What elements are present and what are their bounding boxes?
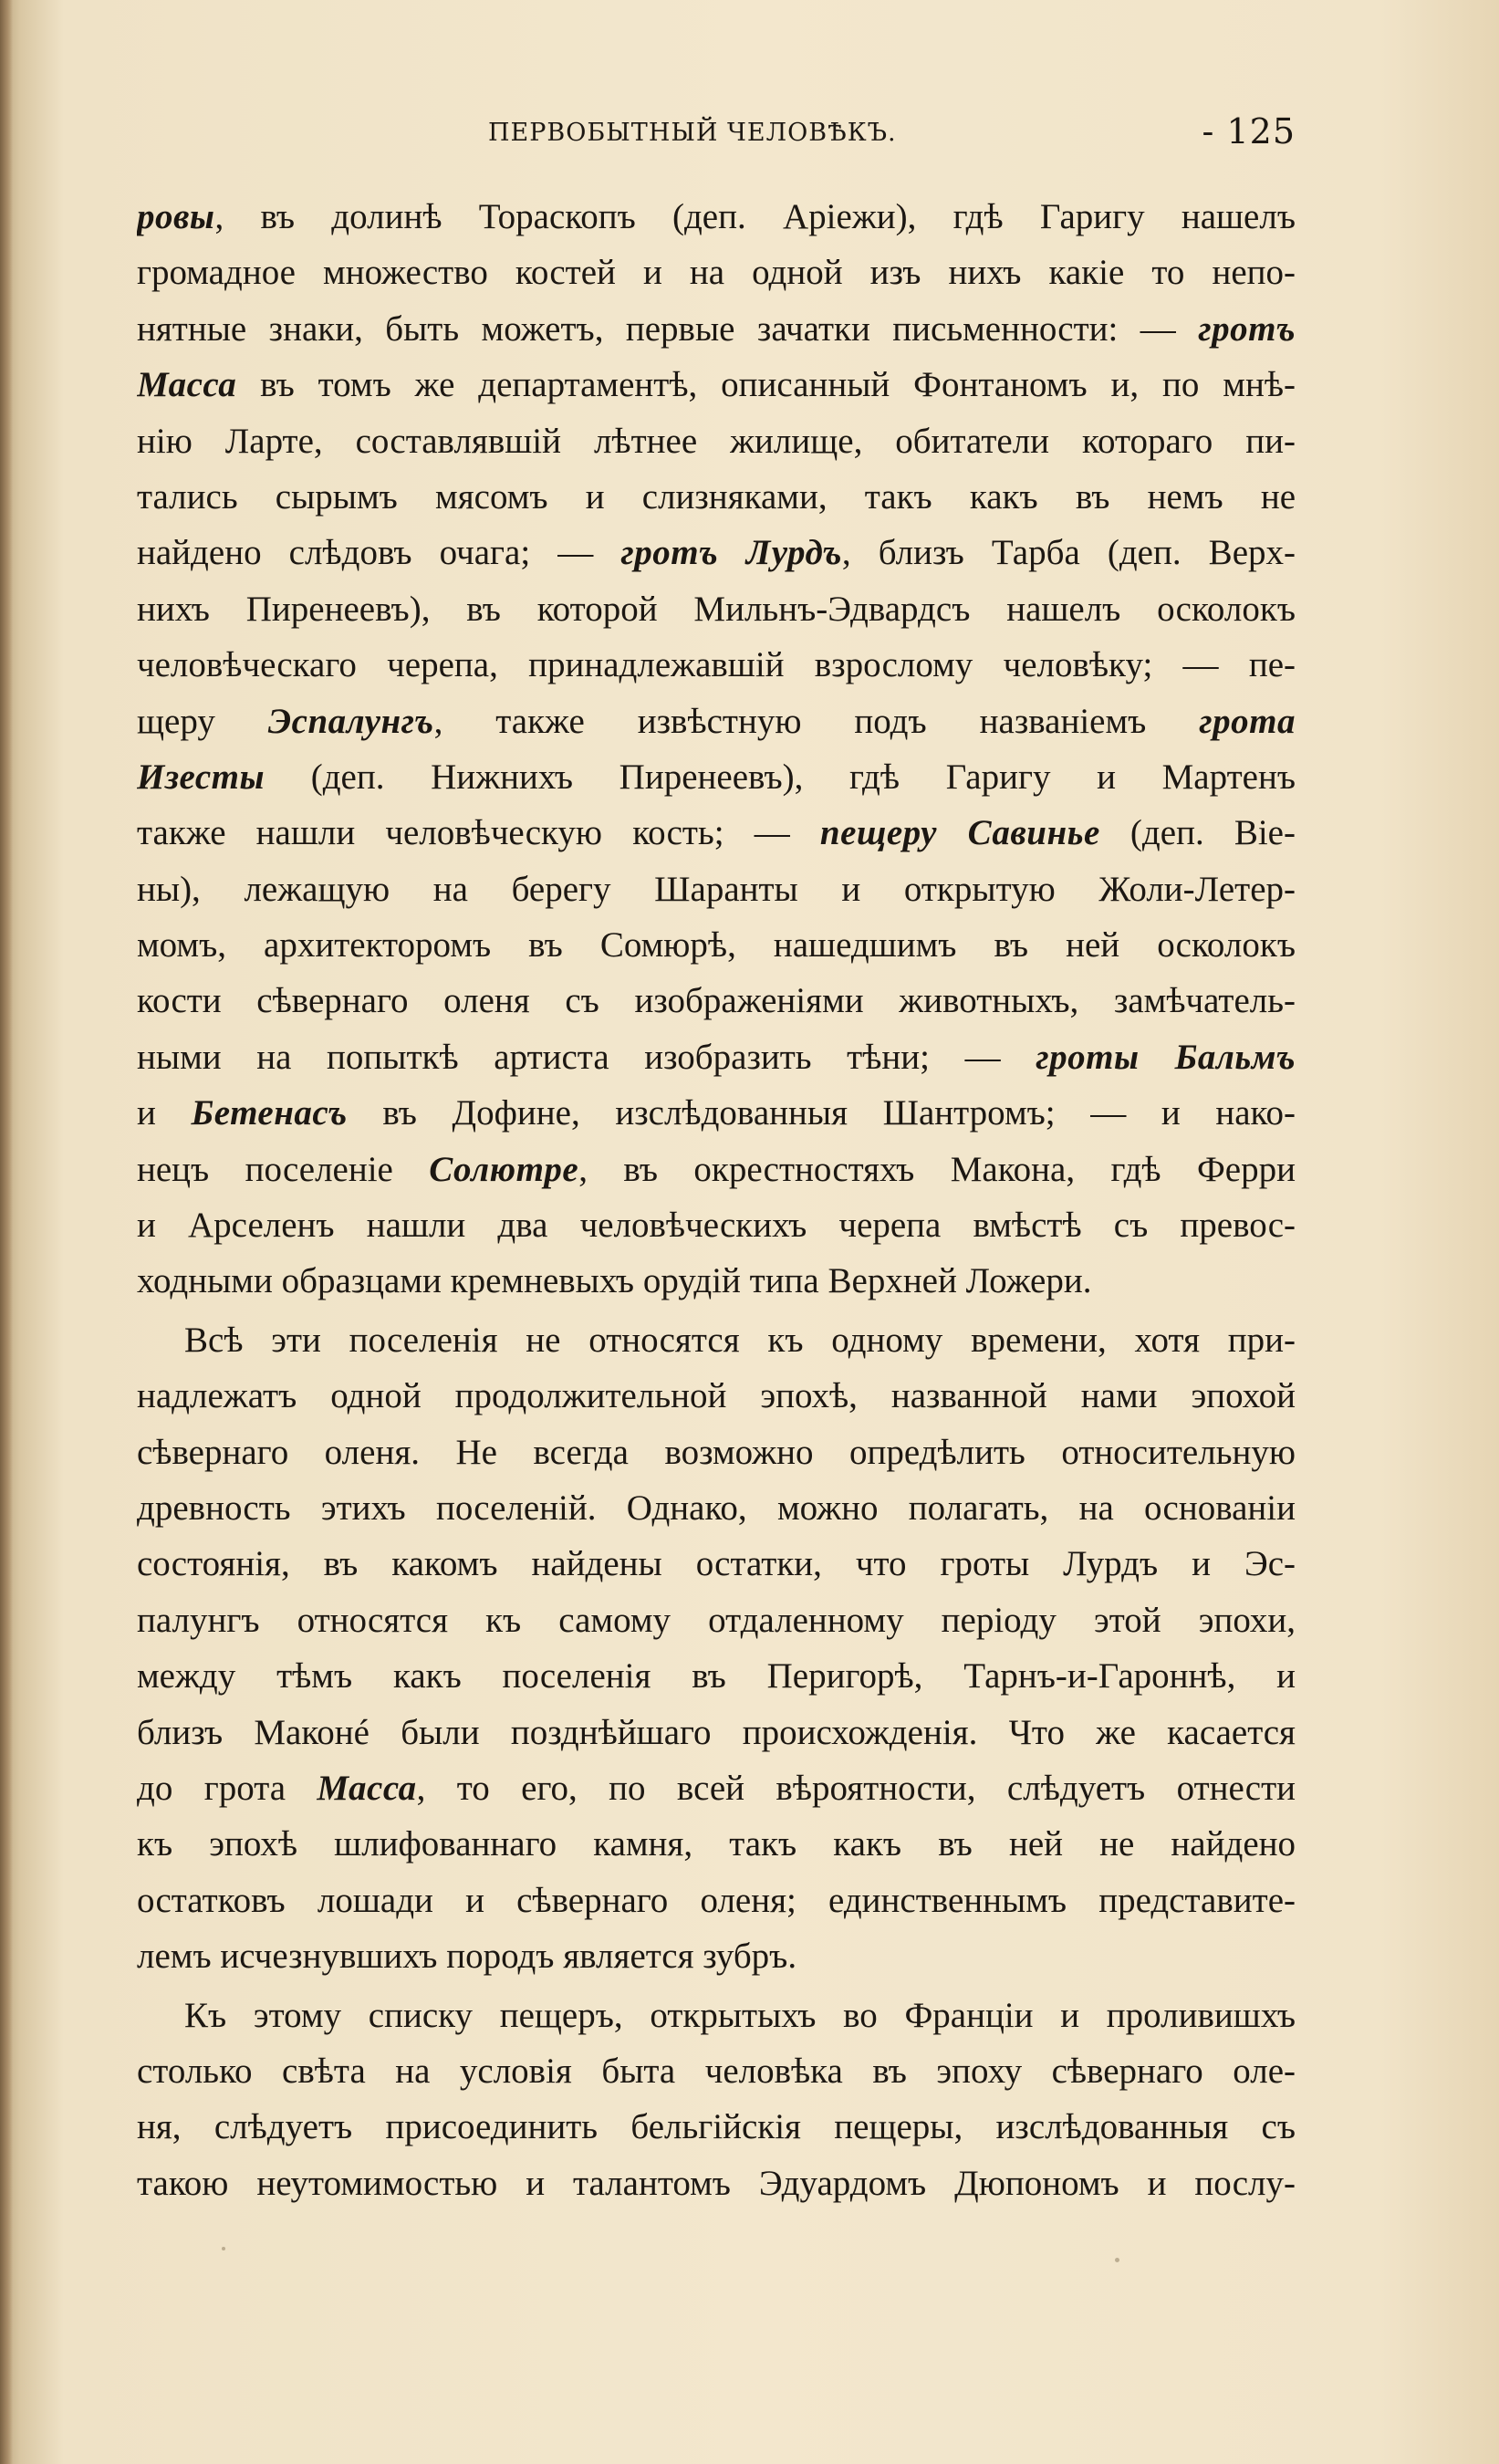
text-run: къ эпохѣ шлифованнаго камня, такъ какъ въ ней не найдено (137, 1824, 1296, 1864)
italic-term: гроты Бальмъ (1036, 1037, 1296, 1077)
text-line (137, 1253, 1296, 1309)
text-line (137, 1085, 1296, 1141)
text-line (137, 1928, 1296, 1984)
text-run: столько свѣта на условія быта человѣка въ эпоху сѣвернаго оле- (137, 2051, 1296, 2091)
text-line (137, 1312, 1296, 1368)
text-run: кости сѣвернаго оленя съ изображеніями животныхъ, замѣчатель- (137, 981, 1296, 1021)
text-line (137, 1480, 1296, 1536)
page-header (137, 111, 1296, 157)
text-run: Всѣ эти поселенія не относятся къ одному времени, хотя при- (184, 1320, 1296, 1360)
text-run: (деп. Нижнихъ Пиренеевъ), гдѣ Гаригу и Мартенъ (265, 757, 1296, 797)
text-run: и Арселенъ нашли два человѣческихъ черепа вмѣстѣ съ превос- (137, 1206, 1296, 1246)
text-line (137, 861, 1296, 917)
italic-term: ровы (137, 197, 215, 236)
text-run: до грота (137, 1768, 317, 1808)
text-line (137, 805, 1296, 861)
text-line (137, 1029, 1296, 1085)
text-line (137, 1988, 1296, 2043)
text-line (137, 1592, 1296, 1648)
text-run: тались сырымъ мясомъ и слизняками, такъ какъ въ немъ не (137, 476, 1296, 517)
text-line (137, 581, 1296, 637)
text-line (137, 2156, 1296, 2211)
text-run: ны), лежащую на берегу Шаранты и открытую Жоли-Летер- (137, 869, 1296, 909)
text-line (137, 525, 1296, 580)
text-line (137, 694, 1296, 749)
text-run: нію Ларте, составлявшій лѣтнее жилище, обитатели котораго пи- (137, 421, 1296, 461)
text-run: ными на попыткѣ артиста изобразить тѣни; — (137, 1037, 1036, 1077)
text-line (137, 1425, 1296, 1480)
italic-term: Солютре (429, 1149, 579, 1189)
text-line (137, 1705, 1296, 1760)
text-run: , также извѣстную подъ названіемъ (433, 701, 1200, 741)
text-run: , въ окрестностяхъ Макона, гдѣ Ферри (578, 1149, 1296, 1189)
text-line (137, 301, 1296, 357)
text-line (137, 1536, 1296, 1592)
text-line (137, 2099, 1296, 2155)
text-line (137, 1142, 1296, 1197)
italic-term: Изесты (137, 757, 265, 797)
text-line (137, 189, 1296, 245)
text-run: нихъ Пиренеевъ), въ которой Мильнъ-Эдвардсъ нашелъ осколокъ (137, 589, 1296, 629)
italic-term: пещеру Савинье (819, 813, 1100, 853)
text-run: сѣвернаго оленя. Не всегда возможно опредѣлить относительную (137, 1432, 1296, 1472)
text-run: въ томъ же департаментѣ, описанный Фонтаномъ и, по мнѣ- (236, 365, 1296, 405)
text-run: громадное множество костей и на одной изъ нихъ какіе то непо- (137, 253, 1296, 293)
text-run: ходными образцами кремневыхъ орудій типа Верхней Ложери. (137, 1261, 1092, 1301)
text-run: надлежатъ одной продолжительной эпохѣ, названной нами эпохой (137, 1376, 1296, 1416)
text-run: найдено слѣдовъ очага; — (137, 533, 621, 573)
italic-term: Бетенасъ (191, 1093, 348, 1133)
ink-speck (1115, 2258, 1119, 2262)
text-run: и (137, 1093, 192, 1133)
text-run: состоянія, въ какомъ найдены остатки, что гроты Лурдъ и Эс- (137, 1544, 1296, 1584)
text-run: человѣческаго черепа, принадлежавшій взрослому человѣку; — пе- (137, 645, 1296, 685)
text-line (137, 973, 1296, 1028)
text-run: момъ, архитекторомъ въ Сомюрѣ, нашедшимъ въ ней осколокъ (137, 925, 1296, 966)
ink-speck (222, 2247, 225, 2250)
italic-term: Масса (137, 365, 237, 405)
text-line (137, 469, 1296, 525)
text-run: нятные знаки, быть можетъ, первые зачатки письменности: — (137, 308, 1199, 349)
text-run: между тѣмъ какъ поселенія въ Перигорѣ, Тарнъ-и-Гароннѣ, и (137, 1656, 1296, 1697)
text-line (137, 1368, 1296, 1424)
text-run: остатковъ лошади и сѣвернаго оленя; единственнымъ представите- (137, 1880, 1296, 1920)
body-text (137, 189, 1296, 2211)
text-run: въ Дофине, изслѣдованныя Шантромъ; — и нако- (347, 1093, 1296, 1133)
text-line (137, 245, 1296, 300)
italic-term: гротъ (1198, 308, 1296, 349)
text-run: также нашли человѣческую кость; — (137, 813, 820, 853)
text-line (137, 413, 1296, 469)
text-run: (деп. Віе- (1099, 813, 1296, 853)
text-run: ня, слѣдуетъ присоединить бельгійскія пещеры, изслѣдованныя съ (137, 2107, 1296, 2147)
text-line (137, 357, 1296, 412)
text-run: такою неутомимостью и талантомъ Эдуардомъ Дюпономъ и послу- (137, 2163, 1296, 2203)
text-run: близъ Маконé были позднѣйшаго происхожденія. Что же касается (137, 1712, 1296, 1752)
text-run: нецъ поселеніе (137, 1149, 430, 1189)
text-run: палунгъ относятся къ самому отдаленному періоду этой эпохи, (137, 1600, 1296, 1640)
text-run: древность этихъ поселеній. Однако, можно полагать, на основаніи (137, 1488, 1296, 1528)
text-line (137, 1816, 1296, 1872)
text-line (137, 1873, 1296, 1928)
text-run: , въ долинѣ Тораскопъ (деп. Аріежи), гдѣ Гаригу нашелъ (214, 197, 1296, 236)
italic-term: Эспалунгъ (267, 701, 434, 741)
text-line (137, 1648, 1296, 1704)
text-line (137, 1197, 1296, 1253)
text-line (137, 1760, 1296, 1816)
text-run: , близъ Тарба (деп. Верх- (841, 533, 1296, 573)
italic-term: грота (1199, 701, 1296, 741)
text-line (137, 637, 1296, 693)
running-title: ПЕРВОБЫТНЫЙ ЧЕЛОВѢКЪ. (488, 119, 897, 147)
italic-term: гротъ Лурдъ (620, 533, 842, 573)
italic-term: Масса (317, 1768, 417, 1808)
page-number: - 125 (1202, 111, 1296, 151)
text-run: лемъ исчезнувшихъ породъ является зубръ. (137, 1937, 797, 1977)
text-line (137, 749, 1296, 805)
text-run: Къ этому списку пещеръ, открытыхъ во Франціи и проливишхъ (184, 1995, 1296, 2035)
text-line (137, 917, 1296, 973)
text-run: щеру (137, 701, 268, 741)
text-run: , то его, по всей вѣроятности, слѣдуетъ отнести (416, 1768, 1296, 1808)
text-line (137, 2043, 1296, 2099)
book-spine-shadow (0, 0, 13, 2464)
